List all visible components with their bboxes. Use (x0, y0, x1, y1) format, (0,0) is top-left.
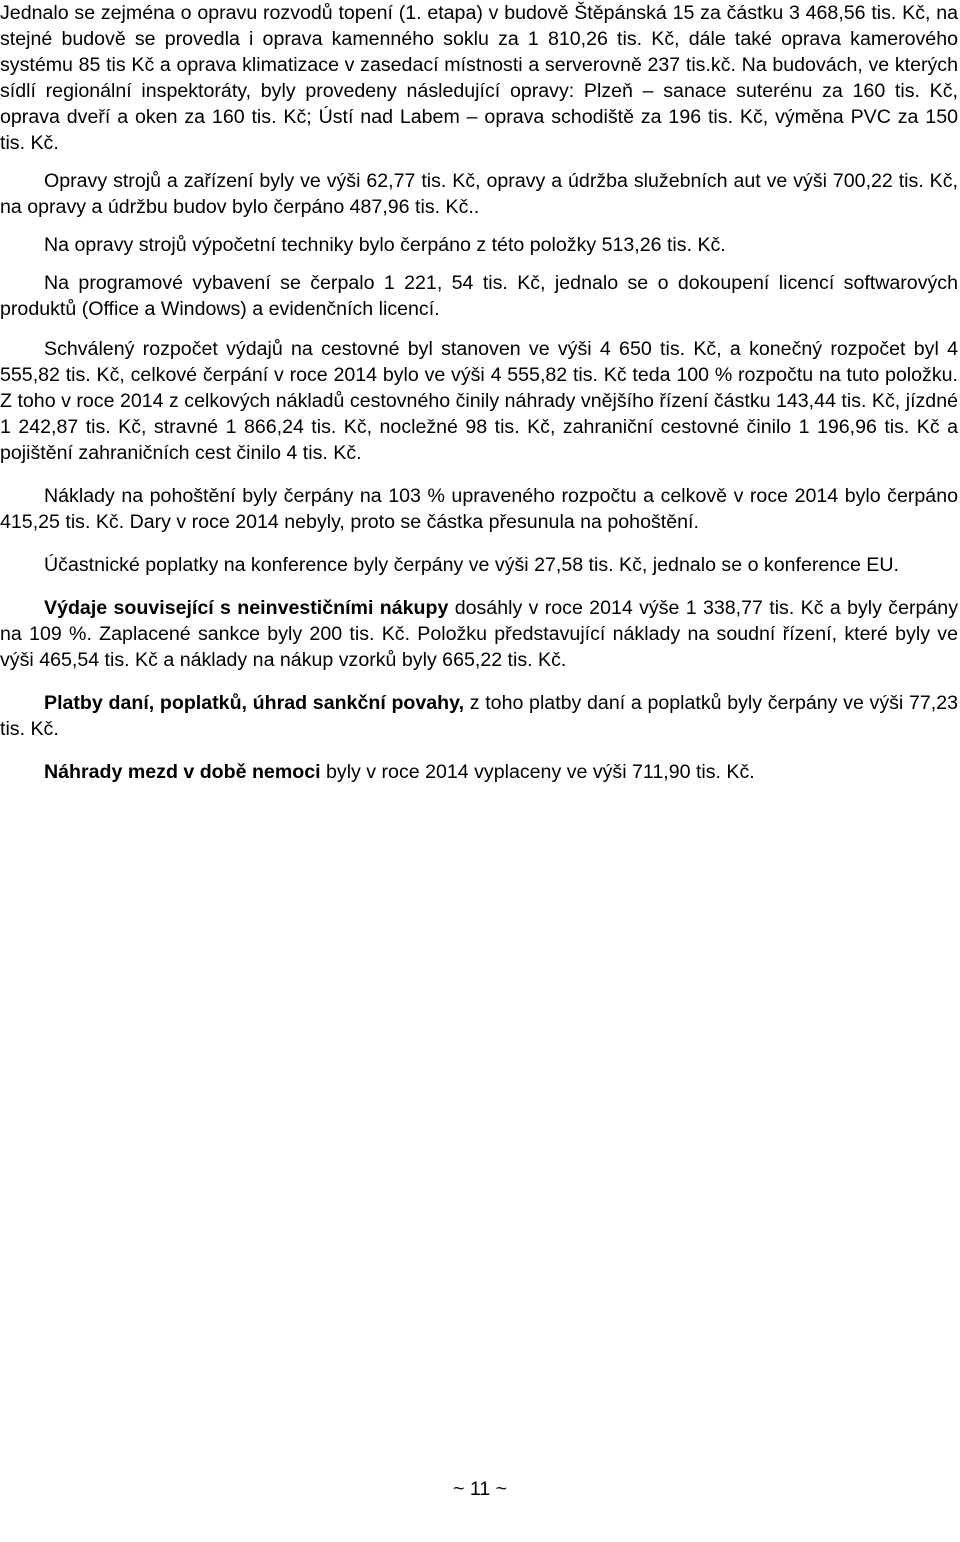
paragraph-non-investment-text: dosáhly v roce 2014 výše 1 338,77 tis. Kč a byly čerpány na 109 %. Zaplacené sankce byly 200 tis. Kč. Položku představující náklady na soudní řízení, které byly ve výši 465,54 tis. Kč a náklady na nákup vzorků byly 665,22 tis. Kč. (0, 597, 958, 671)
paragraph-taxes (0, 690, 960, 742)
heading-non-investment: Výdaje související s neinvestičními nákupy (44, 597, 449, 619)
paragraph-hospitality: Náklady na pohoštění byly čerpány na 103 % upraveného rozpočtu a celkově v roce 2014 bylo čerpáno 415,25 tis. Kč. Dary v roce 2014 nebyly, proto se částka přesunula na pohoštění. (0, 485, 958, 533)
heading-sick-pay: Náhrady mezd v době nemoci (44, 761, 321, 783)
paragraph-software: Na programové vybavení se čerpalo 1 221, 54 tis. Kč, jednalo se o dokoupení licencí softwarových produktů (Office a Windows) a evidenčních licencí. (0, 272, 958, 320)
paragraph-travel-text: Schválený rozpočet výdajů na cestovné byl stanoven ve výši 4 650 tis. Kč, a konečný rozpočet byl 4 555,82 tis. Kč, celkové čerpání v roce 2014 bylo ve výši 4 555,82 tis. Kč teda 100 % rozpočtu na tuto položku. Z toho v roce 2014 z celkových nákladů cestovného činily náhrady vnějšího řízení částku 143,44 tis. Kč, jízdné 1 242,87 tis. Kč, stravné 1 866,24 tis. Kč, nocležné 98 tis. Kč, zahraniční cestovné činilo 1 196,96 tis. Kč a pojištění zahraničních cest činilo 4 tis. Kč. (0, 338, 958, 464)
paragraph-conference-fees: Účastnické poplatky na konference byly čerpány ve výši 27,58 tis. Kč, jednalo se o konference EU. (44, 554, 899, 576)
paragraph-sick-pay (0, 759, 960, 785)
paragraph-repairs-machines: Opravy strojů a zařízení byly ve výši 62,77 tis. Kč, opravy a údržba služebních aut ve výši 700,22 tis. Kč, na opravy a údržbu budov bylo čerpáno 487,96 tis. Kč.. (0, 170, 958, 218)
heading-taxes: Platby daní, poplatků, úhrad sankční povahy, (44, 692, 465, 714)
paragraph-repairs-buildings: Jednalo se zejména o opravu rozvodů topení (1. etapa) v budově Štěpánská 15 za částku 3 468,56 tis. Kč, na stejné budově se provedla i oprava kamenného soklu za 1 810,26 tis. Kč, dále také oprava kamerového systému 85 tis Kč a oprava klimatizace v zasedací místnosti a serverovně 237 tis.kč. Na budovách, ve kterých sídlí regionální inspektoráty, byly provedeny následující opravy: Plzeň – sanace suterénu za 160 tis. Kč, oprava dveří a oken za 160 tis. Kč; Ústí nad Labem – oprava schodiště za 196 tis. Kč, výměna PVC za 150 tis. Kč. (0, 2, 958, 154)
paragraph-taxes-text: z toho platby daní a poplatků byly čerpány ve výši 77,23 tis. Kč. (0, 692, 958, 740)
paragraph-travel (0, 336, 960, 466)
paragraph-sick-pay-text: byly v roce 2014 vyplaceny ve výši 711,90 tis. Kč. (320, 761, 755, 783)
paragraph-non-investment (0, 595, 960, 673)
paragraph-repairs-it: Na opravy strojů výpočetní techniky bylo čerpáno z této položky 513,26 tis. Kč. (44, 234, 726, 256)
page-number: ~ 11 ~ (452, 1478, 508, 1500)
